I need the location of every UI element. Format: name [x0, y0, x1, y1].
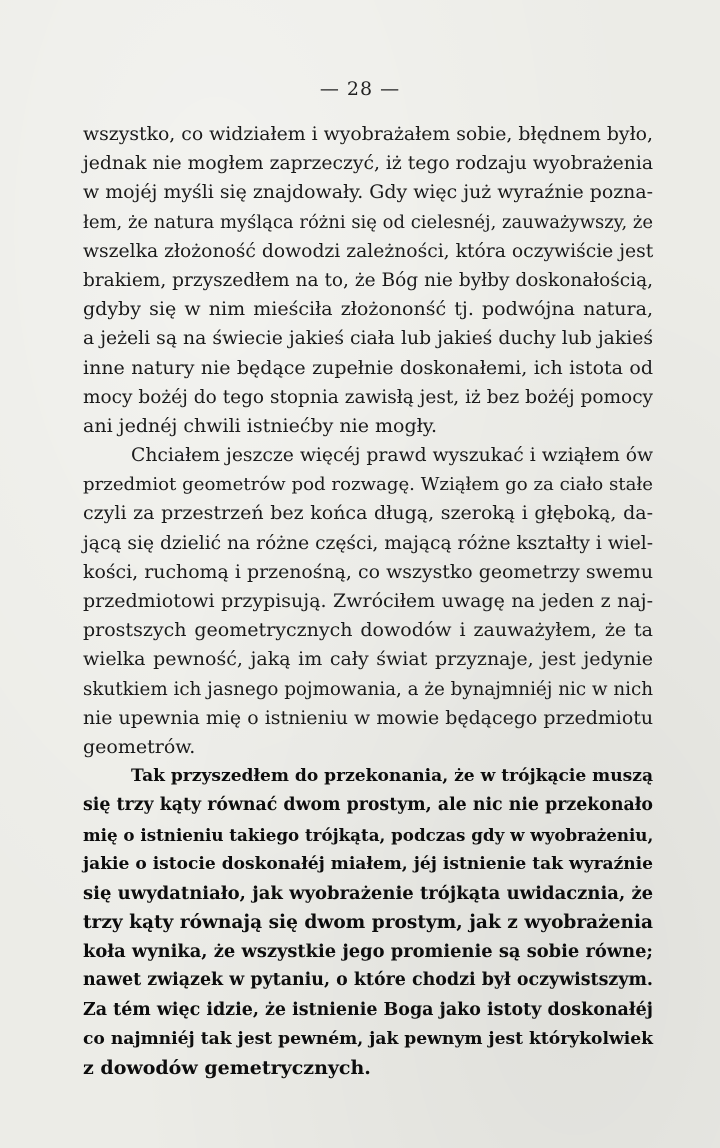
text-line: wszystko, co widziałem i wyobrażałem sobie, błędnem było,: [83, 124, 653, 145]
text-line: gdyby się w nim mieściła złożononść tj. podwójna natura,: [83, 298, 653, 321]
text-line: jącą się dzielić na różne części, mającą różne kształty i wiel-: [83, 532, 653, 554]
text-line: Za tém więc idzie, że istnienie Boga jako istoty doskonałéj: [83, 999, 653, 1020]
text-line: przedmiotowi przypisują. Zwróciłem uwagę na jeden z naj-: [83, 590, 653, 612]
text-line: geometrów.: [83, 735, 196, 758]
text-line: z dowodów gemetrycznych.: [83, 1057, 371, 1079]
text-line: ani jednéj chwili istniećby nie mogły.: [83, 414, 438, 437]
text-line: brakiem, przyszedłem na to, że Bóg nie byłby doskonałością,: [83, 269, 653, 291]
text-line: wielka pewność, jaką im cały świat przyznaje, jest jedynie: [83, 648, 653, 671]
text-line: mię o istnieniu takiego trójkąta, podczas gdy w wyobrażeniu,: [83, 824, 654, 845]
text-line: mocy bożéj do tego stopnia zawisłą jest, iż bez bożéj pomocy: [83, 386, 653, 408]
text-line: czyli za przestrzeń bez końca długą, szeroką i głęboką, da-: [83, 502, 653, 525]
text-line: co najmniéj tak jest pewném, jak pewnym jest którykolwiek: [83, 1028, 653, 1049]
text-line: kości, ruchomą i przenośną, co wszystko geometrzy swemu: [83, 560, 653, 583]
text-line: a jeżeli są na świecie jakieś ciała lub jakieś duchy lub jakieś: [83, 328, 653, 350]
text-line: przedmiot geometrów pod rozwagę. Wziąłem go za ciało stałe: [83, 474, 653, 496]
text-line: skutkiem ich jasnego pojmowania, a że bynajmniéj nic w nich: [83, 678, 653, 700]
text-line: Tak przyszedłem do przekonania, że w trójkącie muszą: [131, 766, 653, 787]
text-line: inne natury nie będące zupełnie doskonałemi, ich istota od: [83, 356, 653, 379]
text-line: się trzy kąty równać dwom prostym, ale nic nie przekonało: [83, 795, 653, 816]
text-line: jednak nie mogłem zaprzeczyć, iż tego rodzaju wyobrażenia: [83, 153, 653, 175]
text-line: jakie o istocie doskonałéj miałem, jéj istnienie tak wyraźnie: [83, 853, 653, 874]
text-line: się uwydatniało, jak wyobrażenie trójkąta uwidacznia, że: [83, 882, 654, 904]
body-text: [83, 120, 653, 1083]
text-line: łem, że natura myśląca różni się od cielesnéj, zauważywszy, że: [83, 211, 654, 233]
page-number: — 28 —: [319, 78, 401, 100]
text-line: wszelka złożoność dowodzi zależności, która oczywiście jest: [83, 240, 654, 262]
text-line: prostszych geometrycznych dowodów i zauważyłem, że ta: [83, 619, 653, 642]
text-line: w mojéj myśli się znajdowały. Gdy więc już wyraźnie pozna-: [83, 181, 653, 204]
text-line: Chciałem jeszcze więcéj prawd wyszukać i wziąłem ów: [131, 445, 654, 467]
text-line: trzy kąty równają się dwom prostym, jak z wyobrażenia: [83, 912, 653, 934]
text-line: koła wynika, że wszystkie jego promienie są sobie równe;: [83, 941, 653, 963]
text-line: nawet związek w pytaniu, o które chodzi był oczywistszym.: [83, 970, 653, 991]
text-line: nie upewnia mię o istnieniu w mowie będącego przedmiotu: [83, 706, 653, 729]
